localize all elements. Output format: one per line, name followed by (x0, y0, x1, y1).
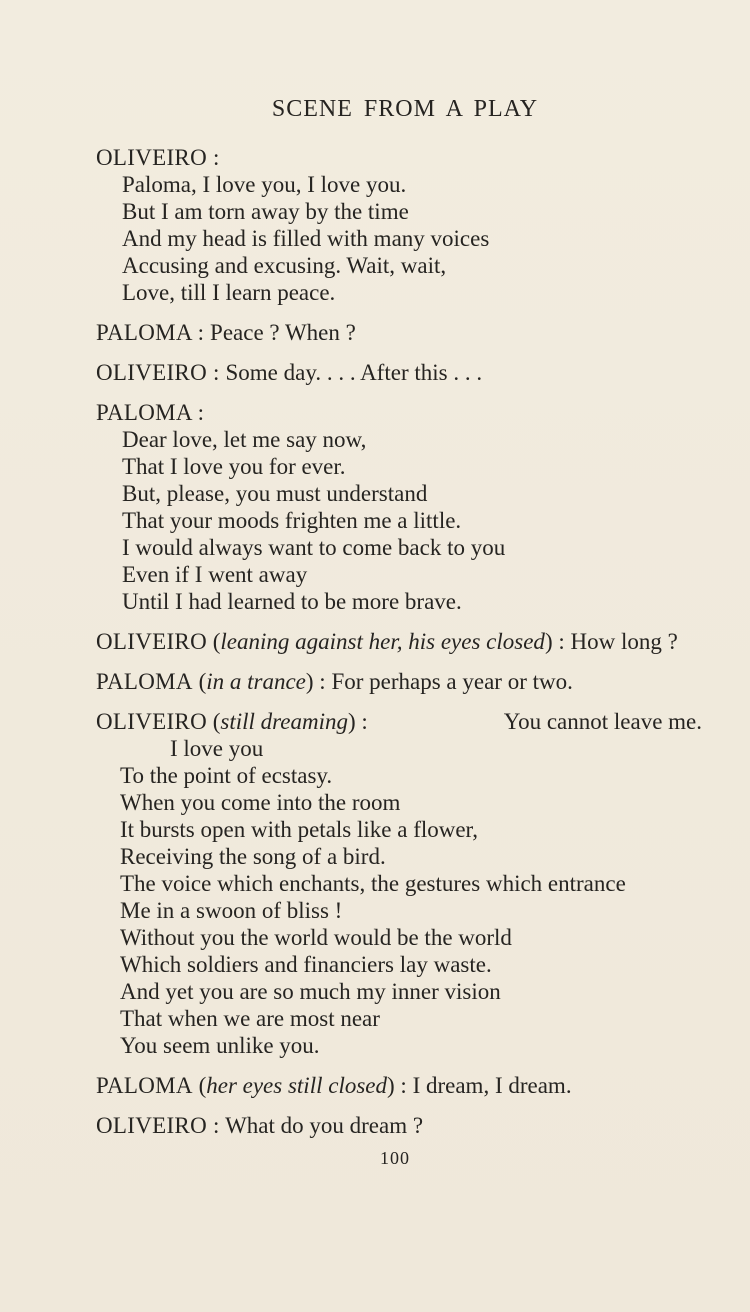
speech-oliveiro-3: OLIVEIRO (leaning against her, his eyes closed) : How long ? (96, 629, 678, 654)
speech-oliveiro-4: OLIVEIRO (still dreaming) : You cannot leave me. I love you To the point of ecstasy. When you come into the room It bursts open with petals like a flower, Receiving the song of a bird. The voice which enchants, the gestures which entrance Me in a swoon of bliss ! Without you the world would be the world Which soldiers and financiers lay waste. And yet you are so much my inner vision That when we are most near You seem unlike you. (96, 708, 726, 1059)
stage-direction: in a trance (206, 669, 306, 694)
stage-direction: leaning against her, his eyes closed (220, 629, 545, 654)
speech-oliveiro-2 (96, 359, 726, 386)
speaker-name: PALOMA (96, 669, 193, 694)
speaker-name: PALOMA : (96, 320, 205, 345)
speaker-name: OLIVEIRO : (96, 1113, 220, 1138)
verse-line: Accusing and excusing. Wait, wait, (122, 253, 447, 278)
speech-text: You cannot leave me. (503, 709, 702, 734)
speech-oliveiro-5 (96, 1112, 726, 1139)
verse-line: Receiving the song of a bird. (120, 844, 386, 869)
verse-block (96, 735, 726, 1059)
verse-line: The voice which enchants, the gestures which entrance (120, 871, 626, 896)
verse-line: That your moods frighten me a little. (122, 508, 462, 533)
verse-line: It bursts open with petals like a flower, (120, 817, 479, 842)
verse-line: You seem unlike you. (120, 1033, 320, 1058)
verse-line: That I love you for ever. (122, 454, 346, 479)
speech-text: What do you dream ? (225, 1113, 424, 1138)
speaker-name: PALOMA : (96, 400, 205, 425)
verse-line: And my head is filled with many voices (122, 226, 490, 251)
speech-text: Peace ? When ? (210, 320, 356, 345)
verse-line: But I am torn away by the time (122, 199, 409, 224)
verse-line: Which soldiers and financiers lay waste. (120, 952, 492, 977)
verse-line: Dear love, let me say now, (122, 427, 367, 452)
speech-text: How long ? (570, 629, 678, 654)
verse-block (96, 426, 726, 615)
verse-line: That when we are most near (120, 1006, 380, 1031)
verse-line: Without you the world would be the world (120, 925, 512, 950)
verse-line: Until I had learned to be more brave. (122, 589, 462, 614)
verse-line: Paloma, I love you, I love you. (122, 172, 407, 197)
verse-line: Even if I went away (122, 562, 308, 587)
verse-line: I would always want to come back to you (122, 535, 506, 560)
speech-text: Some day. . . . After this . . . (225, 360, 483, 385)
speaker-name: OLIVEIRO : (96, 360, 220, 385)
speech-paloma-4: PALOMA (her eyes still closed) : I dream, I dream. (96, 1073, 572, 1098)
speech-oliveiro-1 (96, 144, 726, 306)
stage-direction: her eyes still closed (206, 1073, 387, 1098)
speech-text: I dream, I dream. (412, 1073, 572, 1098)
stage-direction: still dreaming (220, 709, 348, 734)
verse-line: To the point of ecstasy. (120, 763, 333, 788)
speaker-name: OLIVEIRO (96, 709, 207, 734)
page-number: 100 (380, 1148, 410, 1168)
verse-block (96, 171, 726, 306)
speaker-name: OLIVEIRO : (96, 145, 220, 170)
running-head: SCENE FROM A PLAY (271, 96, 539, 122)
verse-line: Me in a swoon of bliss ! (120, 898, 343, 923)
verse-line: I love you (170, 736, 264, 761)
speaker-name: OLIVEIRO (96, 629, 207, 654)
verse-line: But, please, you must understand (122, 481, 428, 506)
speaker-name: PALOMA (96, 1073, 193, 1098)
speech-paloma-2 (96, 399, 726, 615)
verse-line: Love, till I learn peace. (122, 280, 336, 305)
verse-line: And yet you are so much my inner vision (120, 979, 501, 1004)
speech-paloma-1 (96, 319, 726, 346)
verse-line: When you come into the room (120, 790, 401, 815)
speech-text: For perhaps a year or two. (331, 669, 573, 694)
play-text (96, 144, 726, 1152)
speech-paloma-3: PALOMA (in a trance) : For perhaps a year or two. (96, 669, 573, 694)
